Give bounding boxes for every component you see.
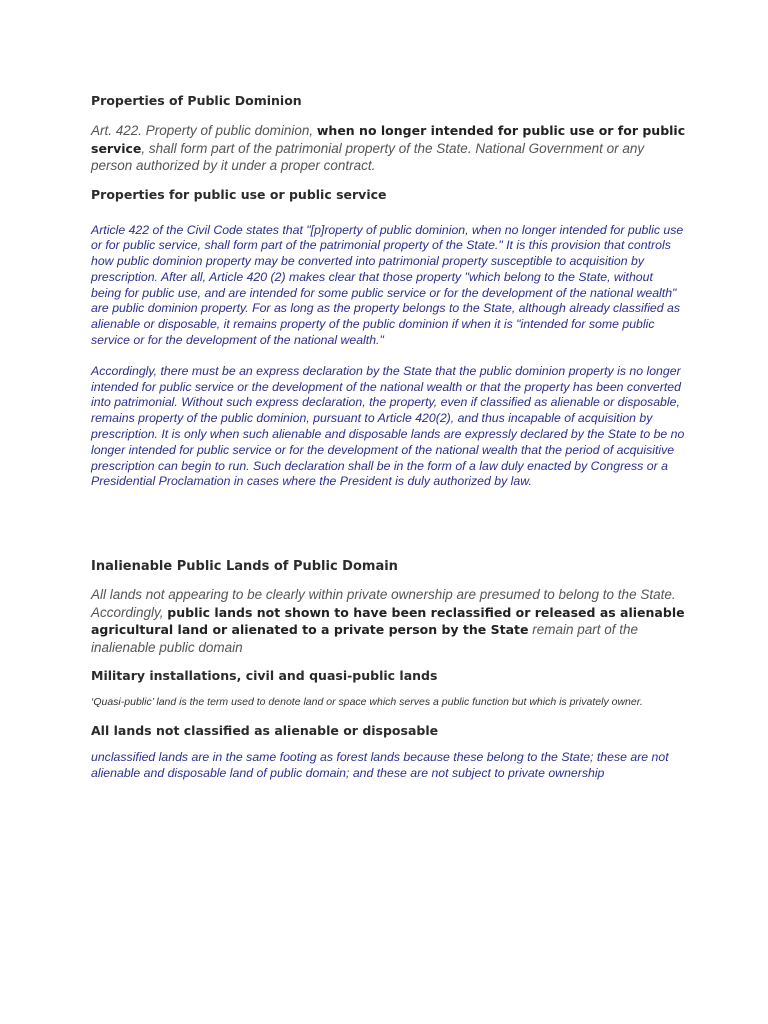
section-title-unclassified-lands: All lands not classified as alienable or disposable [91,723,439,739]
inalienable-lands-intro: All lands not appearing to be clearly within private ownership are presumed to belong to the State. Accordingly, [91,587,676,620]
article-422-commentary-paragraph: Article 422 of the Civil Code states that "[p]roperty of public dominion, when no longer intended for public use or for public service, shall form part of the patrimonial property of the State." It is this provision that controls how public dominion property may be converted into patrimonial property susceptible to acquisition by prescription. After all, Article 420 (2) makes clear that those property "which belong to the State, without being for public use, and are intended for some public service or for the development of the national wealth" are public dominion property. For as long as the property belongs to the State, although already classified as alienable or disposable, it remains property of the public dominion if when it is "intended for some public service or for the development of the national wealth." [91,222,684,348]
article-422-emphasis: when no longer intended for public use or for public service [91,123,686,156]
express-declaration-paragraph: Accordingly, there must be an express declaration by the State that the public dominion property is no longer intended for public service or the development of the national wealth or that the property has been converted into patrimonial. Without such express declaration, the property, even if classified as alienable or disposable, remains property of the public dominion, pursuant to Article 420(2), and thus incapable of acquisition by prescription. It is only when such alienable and disposable lands are expressly declared by the State to be no longer intended for public service or for the development of the national wealth that the period of acquisitive prescription can begin to run. Such declaration shall be in the form of a law duly enacted by Congress or a Presidential Proclamation in cases where the President is duly authorized by law. [91,363,685,489]
article-422-paragraph [91,122,686,175]
quasi-public-land-paragraph: ‘Quasi-public’ land is the term used to denote land or space which serves a public function but which is privately owner. [91,696,643,709]
section-title-inalienable-lands: Inalienable Public Lands of Public Domain [91,559,398,575]
document-page [91,92,686,782]
inalienable-lands-emphasis: public lands not shown to have been reclassified or released as alienable agricultural land or alienated to a private person by the State [91,604,685,638]
section-title-public-use: Properties for public use or public service [91,186,387,202]
unclassified-lands-paragraph: unclassified lands are in the same footing as forest lands because these belong to the State; these are not alienable and disposable land of public domain; and these are not subject to private ownership [91,750,669,781]
article-422-intro: Art. 422. Property of public dominion, [91,123,317,138]
inalienable-lands-paragraph [91,586,686,656]
article-422-rest: , shall form part of the patrimonial property of the State. National Government or any person authorized by it under a proper contract. [91,140,645,173]
section-title-military-installations: Military installations, civil and quasi-public lands [91,668,438,684]
section-title-public-dominion: Properties of Public Dominion [91,93,302,108]
inalienable-lands-rest: remain part of the inalienable public domain [91,622,639,655]
